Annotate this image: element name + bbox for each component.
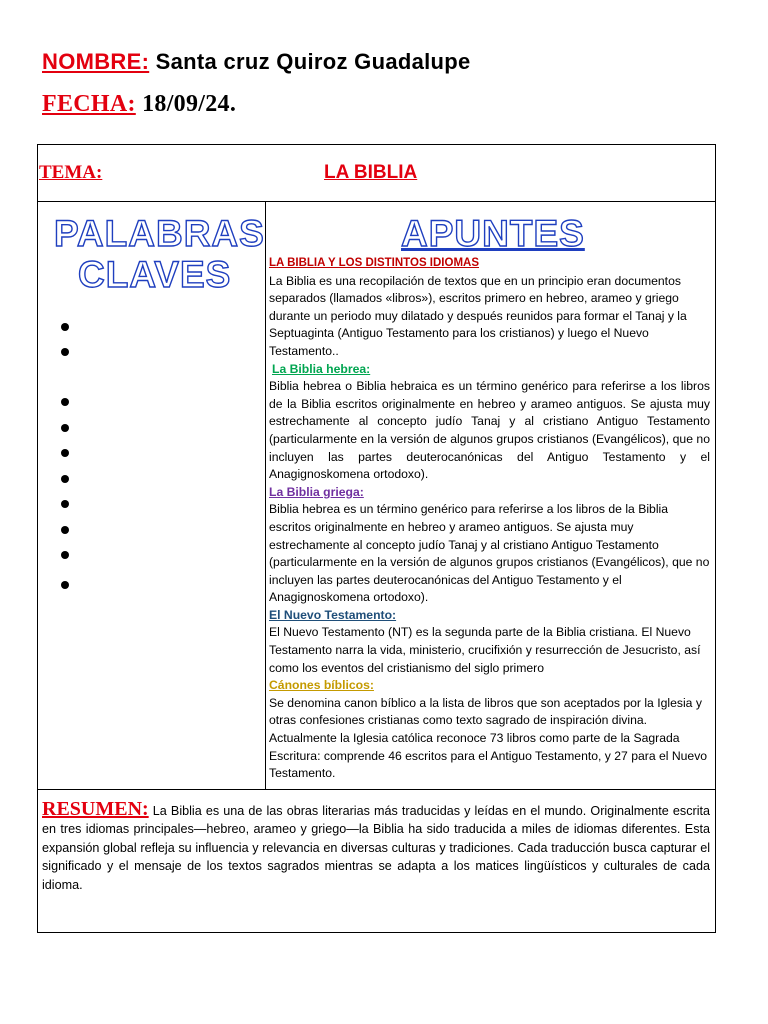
keywords-title-line1: PALABRAS	[54, 213, 265, 254]
bullet-point	[61, 551, 69, 559]
bullet-point	[61, 500, 69, 508]
section-heading: La Biblia hebrea:	[272, 361, 371, 376]
section-paragraph: Biblia hebrea o Biblia hebraica es un término genérico para referirse a los libros de la Biblia escritos originalmente en hebreo y arameo antiguos. Se ajusta muy estrechamente al concepto judío Tanaj y al cristiano Antiguo Testamento (particularmente en la versión de algunos grupos cristianos (Evangélicos), que no incluyen las partes deuterocanónicas del Antiguo Testamento y el Anagignoskomena ortodoxo).	[269, 379, 710, 482]
section-heading: La Biblia griega:	[269, 484, 364, 499]
table-divider	[38, 201, 715, 202]
section-paragraph: El Nuevo Testamento (NT) es la segunda parte de la Biblia cristiana. El Nuevo Testamento narra la vida, ministerio, crucifixión y resurrección de Jesucristo, así como los eventos del cristianismo del siglo primero	[269, 625, 701, 675]
section-paragraph: Biblia hebrea es un término genérico para referirse a los libros de la Biblia escritos originalmente en hebreo y arameo antiguos. Se ajusta muy estrechamente al concepto judío Tanaj y al cristiano Antiguo Testamento (particularmente en la versión de algunos grupos cristianos (Evangélicos), que no incluyen las partes deuterocanónicas del Antiguo Testamento y el Anagignoskomena ortodoxo).	[269, 502, 710, 605]
bullet-point	[61, 398, 69, 406]
bullet-point	[61, 323, 69, 331]
date-value: 18/09/24.	[142, 91, 237, 117]
section-heading: Cánones bíblicos:	[269, 678, 374, 693]
bullet-point	[61, 424, 69, 432]
section-heading: LA BIBLIA Y LOS DISTINTOS IDIOMAS	[269, 257, 479, 269]
notes-title: APUNTES	[401, 213, 585, 254]
keywords-title-line2: CLAVES	[78, 254, 232, 295]
section-paragraph: Se denomina canon bíblico a la lista de libros que son aceptados por la Iglesia y otras confesiones cristianas como texto sagrado de inspiración divina. Actualmente la Iglesia católica reconoce 73 libros como parte de la Sagrada Escritura: comprende 46 escritos para el Antiguo Testamento, y 27 para el Nuevo Testamento.	[269, 695, 708, 781]
name-value: Santa cruz Quiroz Guadalupe	[155, 49, 471, 74]
column-divider	[265, 201, 266, 789]
summary-label: RESUMEN:	[42, 798, 149, 820]
name-line	[42, 49, 471, 75]
bullet-point	[61, 581, 69, 589]
notes-content	[269, 254, 710, 783]
notes-table	[37, 144, 716, 933]
name-label: NOMBRE:	[42, 49, 150, 74]
section-heading: El Nuevo Testamento:	[269, 607, 397, 622]
date-label: FECHA:	[42, 91, 136, 117]
topic-label: TEMA:	[39, 162, 103, 183]
section-paragraph: La Biblia es una recopilación de textos que en un principio eran documentos separados (llamados «libros»), escritos primero en hebreo, arameo y griego durante un periodo muy dilatado y después reunidos para formar el Tanaj y la Septuaginta (Antiguo Testamento para los cristianos) y luego el Nuevo Testamento..	[269, 273, 687, 358]
table-divider	[38, 789, 715, 790]
date-line	[42, 91, 236, 118]
summary-text: La Biblia es una de las obras literarias más traducidas y leídas en el mundo. Originalmente escrita en tres idiomas principales—hebreo, arameo y griego—la Biblia ha sido traducida a miles de idiomas diferentes. Esta expansión global refleja su influencia y relevancia en diversas culturas y tradiciones. Cada traducción busca capturar el significado y el mensaje de los textos sagrados mientras se adapta a los matices lingüísticos y culturales de cada idioma.	[42, 804, 711, 892]
bullet-point	[61, 475, 69, 483]
topic-value: LA BIBLIA	[324, 162, 418, 183]
summary-section	[42, 800, 710, 894]
bullet-point	[61, 348, 69, 356]
bullet-point	[61, 449, 69, 457]
bullet-point	[61, 526, 69, 534]
